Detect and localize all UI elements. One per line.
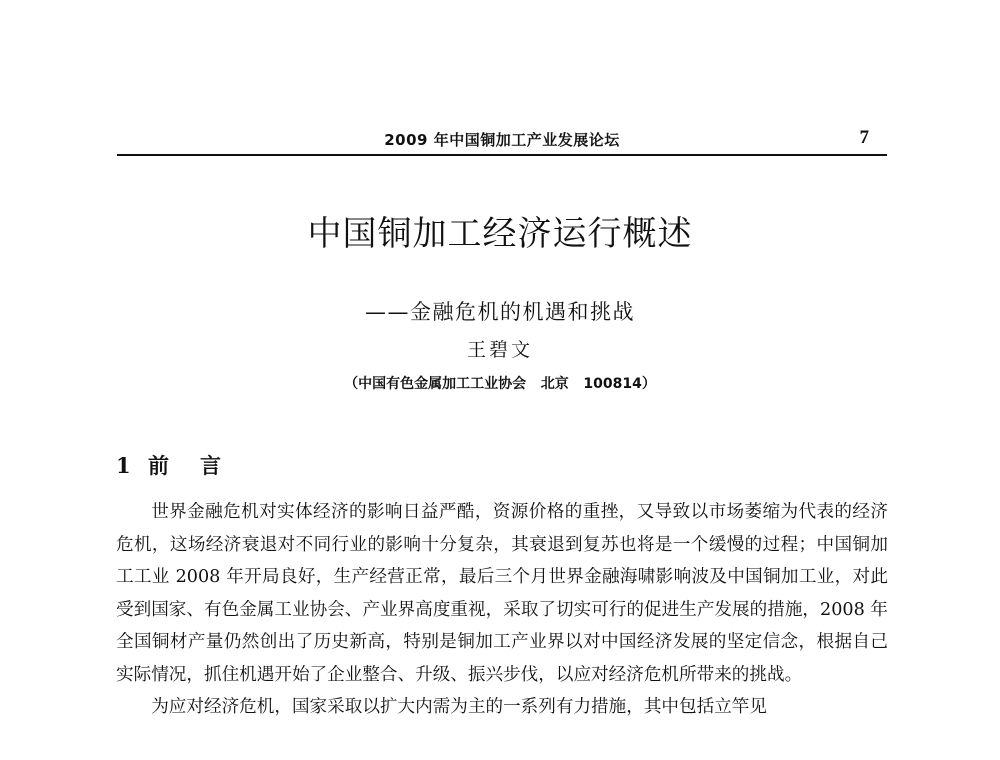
body-text [116, 496, 888, 724]
running-header-title: 2009 年中国铜加工产业发展论坛 [384, 131, 620, 149]
header-rule [117, 154, 887, 156]
section-title-char: 言 [200, 453, 221, 478]
page-number: 7 [859, 127, 869, 148]
author-affiliation: （中国有色金属加工工业协会 北京 100814） [344, 376, 656, 392]
section-title-char: 前 [148, 453, 169, 478]
section-heading [116, 450, 221, 480]
article-subtitle: ——金融危机的机遇和挑战 [365, 300, 635, 324]
paragraph: 为应对经济危机，国家采取以扩大内需为主的一系列有力措施，其中包括立竿见 [151, 697, 767, 717]
running-header [117, 127, 887, 157]
paragraph: 世界金融危机对实体经济的影响日益严酷，资源价格的重挫，又导致以市场萎缩为代表的经济危机，这场经济衰退对不同行业的影响十分复杂，其衰退到复苏也将是一个缓慢的过程；中国铜加工工业 2008 年开局良好，生产经营正常，最后三个月世界金融海啸影响波及中国铜加工业，对此受到国家、有色金属工业协会、产业界高度重视，采取了切实可行的促进生产发展的措施，2008 年全国铜材产量仍然创出了历史新高，特别是铜加工产业界以对中国经济发展的坚定信念，根据自己实际情况，抓住机遇开始了企业整合、升级、振兴步伐，以应对经济危机所带来的挑战。 [116, 502, 888, 685]
article-title: 中国铜加工经济运行概述 [307, 214, 693, 254]
author-name: 王碧文 [466, 339, 533, 361]
section-number: 1 [116, 453, 131, 478]
